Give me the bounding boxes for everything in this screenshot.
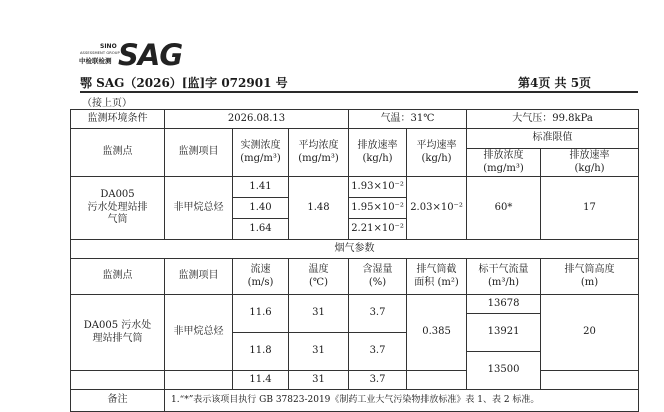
monitoring-table xyxy=(70,109,639,412)
flue-item-cont xyxy=(165,371,233,390)
logo-sino-text: SINO xyxy=(100,43,117,50)
measured-1: 1.41 xyxy=(233,177,289,198)
measured-2: 1.40 xyxy=(233,198,289,219)
col-item: 监测项目 xyxy=(165,129,233,177)
temp-1: 31 xyxy=(289,295,349,333)
col-avg-rate: 平均速率 (kg/h) xyxy=(407,129,467,177)
company-logo xyxy=(78,38,183,76)
rate-2: 1.95×10⁻² xyxy=(349,198,407,219)
logo-sag-text: SAG xyxy=(118,38,183,72)
flow-2: 11.8 xyxy=(233,333,289,371)
measured-3: 1.64 xyxy=(233,219,289,240)
flue-data-row xyxy=(71,371,639,390)
logo-cn-text: 中检联检测 xyxy=(79,57,112,65)
flue-col-moist: 含湿量 (%) xyxy=(349,259,407,295)
flue-col-height: 排气筒高度 (m) xyxy=(541,259,639,295)
std-flow-3: 13500 xyxy=(467,352,541,390)
emission-point: DA005 污水处理站排 气筒 xyxy=(71,177,165,240)
rate-1: 1.93×10⁻² xyxy=(349,177,407,198)
remark-text: 1.“*”表示该项目执行 GB 37823-2019《制药工业大气污染物排放标准》表 1、表 2 标准。 xyxy=(165,390,639,412)
emission-item: 非甲烷总烃 xyxy=(165,177,233,240)
avg-conc: 1.48 xyxy=(289,177,349,240)
continued-note: （接上页） xyxy=(82,98,132,109)
col-rate: 排放速率 (kg/h) xyxy=(349,129,407,177)
rate-3: 2.21×10⁻² xyxy=(349,219,407,240)
flow-3: 11.4 xyxy=(233,371,289,390)
col-std-rate: 排放速率 (kg/h) xyxy=(541,149,639,177)
flue-col-item: 监测项目 xyxy=(165,259,233,295)
env-label: 监测环境条件 xyxy=(71,110,165,129)
emission-header-row xyxy=(71,129,639,149)
moist-2: 3.7 xyxy=(349,333,407,371)
flue-header-row xyxy=(71,259,639,295)
flue-col-std-flow: 标干气流量 (m³/h) xyxy=(467,259,541,295)
temp-2: 31 xyxy=(289,333,349,371)
flue-point-cont xyxy=(71,371,165,390)
env-row xyxy=(71,110,639,129)
flue-col-point: 监测点 xyxy=(71,259,165,295)
flow-1: 11.6 xyxy=(233,295,289,333)
flue-height-cont xyxy=(541,371,639,390)
env-temp: 气温：31℃ xyxy=(349,110,467,129)
flue-col-area: 排气筒截 面积 (m²) xyxy=(407,259,467,295)
flue-height: 20 xyxy=(541,295,639,371)
flue-area-cont xyxy=(407,371,467,390)
flue-data-row xyxy=(71,295,639,314)
emission-data-row xyxy=(71,177,639,198)
avg-rate: 2.03×10⁻² xyxy=(407,177,467,240)
col-std-conc: 排放浓度 (mg/m³) xyxy=(467,149,541,177)
remark-label: 备注 xyxy=(71,390,165,412)
remark-row xyxy=(71,390,639,412)
flue-col-flow: 流速 (m/s) xyxy=(233,259,289,295)
env-pressure: 大气压：99.8kPa xyxy=(467,110,639,129)
logo-group-text: ASSESSMENT GROUP xyxy=(80,51,120,55)
std-conc: 60* xyxy=(467,177,541,240)
flue-point: DA005 污水处 理站排气筒 xyxy=(71,295,165,371)
moist-3: 3.7 xyxy=(349,371,407,390)
document-number: 鄂 SAG（2026）[监]字 072901 号 xyxy=(80,76,288,90)
col-standard: 标准限值 xyxy=(467,129,639,149)
flue-item: 非甲烷总烃 xyxy=(165,295,233,371)
col-point: 监测点 xyxy=(71,129,165,177)
col-avg-conc: 平均浓度 (mg/m³) xyxy=(289,129,349,177)
flue-section-title: 烟气参数 xyxy=(71,240,639,259)
page-number: 第4页 共 5页 xyxy=(518,76,592,90)
flue-area: 0.385 xyxy=(407,295,467,371)
env-date: 2026.08.13 xyxy=(165,110,349,129)
std-flow-1: 13678 xyxy=(467,295,541,314)
std-flow-2: 13921 xyxy=(467,314,541,352)
header-rule xyxy=(80,91,638,93)
moist-1: 3.7 xyxy=(349,295,407,333)
flue-col-temp: 温度 (℃) xyxy=(289,259,349,295)
temp-3: 31 xyxy=(289,371,349,390)
flue-section-row xyxy=(71,240,639,259)
std-rate: 17 xyxy=(541,177,639,240)
col-measured: 实测浓度 (mg/m³) xyxy=(233,129,289,177)
